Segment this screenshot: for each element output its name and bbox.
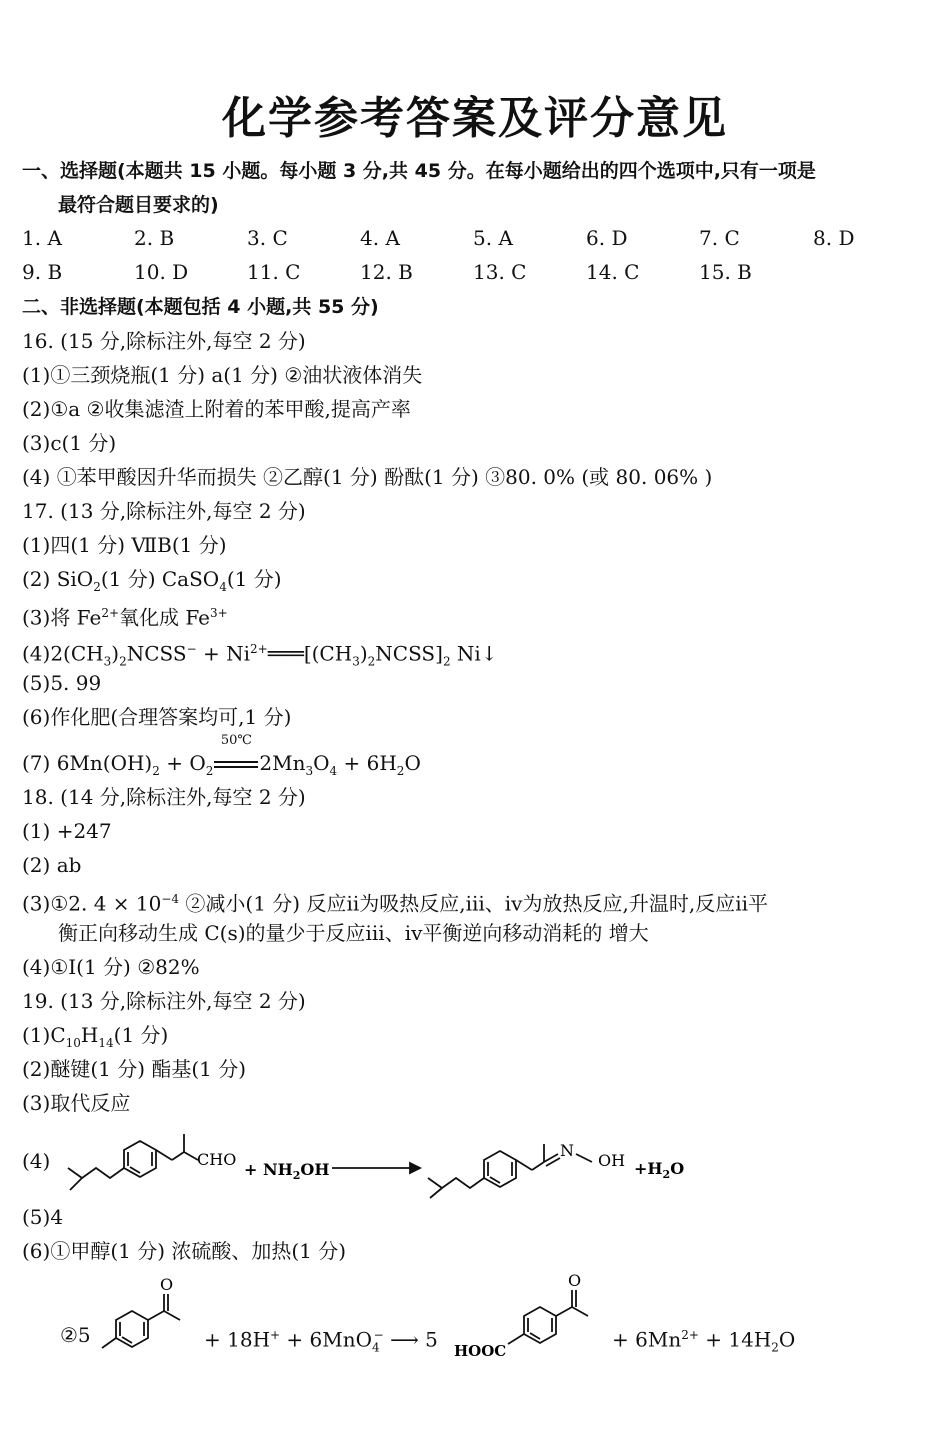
q17-line6: (6)作化肥(合理答案均可,1 分) xyxy=(22,705,292,729)
q18-line3: (3)①2. $4 \times 10^{-4}$ ②减小(1 分) 反应ⅱ为吸热反应,ⅲ、ⅳ为放热反应,升温时,反应ⅱ平 xyxy=(22,891,769,916)
q17-line2: (2) SiO$_2$(1 分) CaSO$_4$(1 分) xyxy=(22,567,282,594)
section1-header: 一、选择题(本题共 15 小题。每小题 3 分,共 45 分。在每小题给出的四个选项中,只有一项是 xyxy=(22,160,816,182)
q18-line1: (1) +247 xyxy=(22,819,112,843)
q17-head: 17. (13 分,除标注外,每空 2 分) xyxy=(22,499,306,523)
answer-14: 14. C xyxy=(586,260,640,284)
q19-line7-end: + $6Mn^{2+} + 14H_2O$ xyxy=(612,1327,796,1355)
acetylbenzoic-acid-structure xyxy=(452,1266,622,1370)
hydroxylamine-label: + $NH_2OH$ xyxy=(244,1160,330,1182)
q19-line4-label: (4) xyxy=(22,1149,51,1173)
q18-line2: (2) ab xyxy=(22,853,82,877)
answer-10: 10. D xyxy=(134,260,189,284)
q16-line2: (2)①a ②收集滤渣上附着的苯甲酸,提高产率 xyxy=(22,397,411,421)
section2-header: 二、非选择题(本题包括 4 小题,共 55 分) xyxy=(22,296,379,318)
answer-1: 1. A xyxy=(22,226,62,250)
page-title: 化学参考答案及评分意见 xyxy=(222,93,728,144)
answer-9: 9. B xyxy=(22,260,63,284)
answer-6: 6. D xyxy=(586,226,628,250)
q18-line3-cont: 衡正向移动生成 C(s)的量少于反应ⅲ、ⅳ平衡逆向移动消耗的 增大 xyxy=(58,921,649,945)
q19-line3: (3)取代反应 xyxy=(22,1091,131,1115)
q18-line4: (4)①Ⅰ(1 分) ②82% xyxy=(22,955,200,979)
answer-11: 11. C xyxy=(247,260,301,284)
q17-line4: $(4)2(CH_3)_2NCSS^-$ + $Ni^{2+}═══[(CH_3)_2NCSS]_2$ Ni↓ xyxy=(22,641,498,669)
methyl-acetophenone-structure xyxy=(96,1270,216,1370)
q19-line7-middle: + 18H+ + 6MnO$_4$− ⟶ 5 xyxy=(204,1327,438,1355)
answer-5: 5. A xyxy=(473,226,513,250)
q19-line1: $(1)C_{10}H_{14}(1$ 分) xyxy=(22,1023,169,1050)
answer-7: 7. C xyxy=(699,226,740,250)
reaction-scheme-4 xyxy=(60,1120,685,1200)
oxygen-label-2: O xyxy=(568,1271,582,1290)
hooc-label: HOOC xyxy=(454,1342,507,1360)
water-label: $+H_2O$ xyxy=(634,1159,685,1181)
q16-line3: (3)c(1 分) xyxy=(22,431,117,455)
q16-line1: (1)①三颈烧瓶(1 分) a(1 分) ②油状液体消失 xyxy=(22,363,423,387)
q19-line2: (2)醚键(1 分) 酯基(1 分) xyxy=(22,1057,247,1081)
q19-line6: (6)①甲醇(1 分) 浓硫酸、加热(1 分) xyxy=(22,1239,347,1263)
answer-13: 13. C xyxy=(473,260,527,284)
q17-line3: (3)将 $Fe^{2+}$氧化成 $Fe^{3+}$ xyxy=(22,605,228,630)
q19-line7-label: ②5 xyxy=(60,1323,91,1347)
cho-label: CHO xyxy=(197,1150,237,1169)
q16-head: 16. (15 分,除标注外,每空 2 分) xyxy=(22,329,306,353)
n-label: N xyxy=(560,1141,574,1160)
q19-line5: (5)4 xyxy=(22,1205,64,1229)
section1-header-cont: 最符合题目要求的) xyxy=(58,194,219,216)
q17-line1: (1)四(1 分) ⅦB(1 分) xyxy=(22,533,227,557)
q19-head: 19. (13 分,除标注外,每空 2 分) xyxy=(22,989,306,1013)
q17-line5: (5)5. 99 xyxy=(22,671,102,695)
reaction-condition: 50℃ xyxy=(220,733,252,748)
q16-line4: (4) ①苯甲酸因升华而损失 ②乙醇(1 分) 酚酞(1 分) ③80. 0% (或 80. 06% ) xyxy=(22,465,713,489)
q17-line7: (7) $6Mn(OH)_2 + O_2$ 50℃ $2Mn_3O_4 + 6H_2O$ xyxy=(22,750,421,784)
oh-label: OH xyxy=(598,1151,626,1170)
q18-head: 18. (14 分,除标注外,每空 2 分) xyxy=(22,785,306,809)
answer-4: 4. A xyxy=(360,226,400,250)
answer-12: 12. B xyxy=(360,260,413,284)
answer-8: 8. D xyxy=(813,226,855,250)
answer-3: 3. C xyxy=(247,226,288,250)
oxygen-label-1: O xyxy=(160,1275,174,1294)
answer-2: 2. B xyxy=(134,226,175,250)
answer-15: 15. B xyxy=(699,260,752,284)
